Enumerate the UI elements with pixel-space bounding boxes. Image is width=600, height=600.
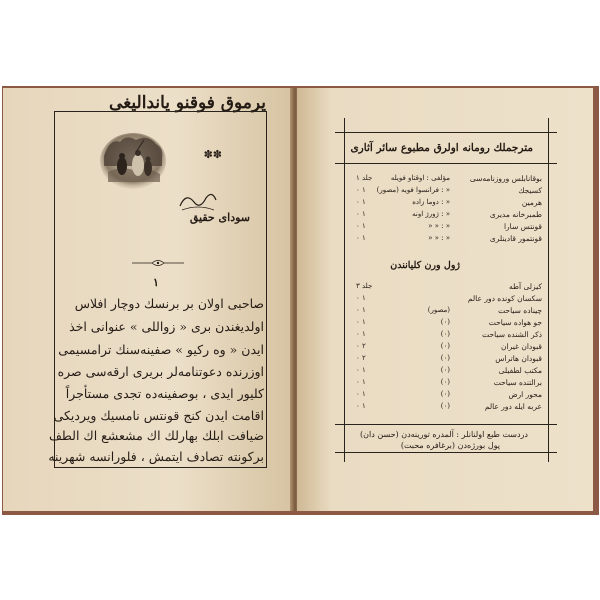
list-item: كسيجك « : فرانسوا فويه (مصور) ١ ٠ bbox=[356, 186, 542, 195]
body-line-4: اوزرنده دعوتنامه‌لر بريرى ارقه‌سى صره bbox=[57, 364, 264, 379]
chapter-number: ١ bbox=[153, 276, 159, 289]
rule-top bbox=[335, 132, 557, 133]
list-item: ذكر الشنده سياحت (٠) ١ ٠ bbox=[356, 330, 542, 339]
decorative-ornament-top: ✽✽ bbox=[203, 148, 222, 161]
list-item: قبودان هاتراس (٠) ٢ ٠ bbox=[356, 354, 542, 363]
list-item: محور ارض (٠) ١ ٠ bbox=[356, 390, 542, 399]
right-page-header-title: مترجملك رومانه اولرق مطبوع سائر آثارى bbox=[350, 142, 533, 154]
left-page-subtitle: سوداى حقيق bbox=[189, 211, 250, 224]
list-item: قونتس سارا « : « « ١ ٠ bbox=[356, 222, 542, 231]
list-item: قبودان غيران (٠) ٢ ٠ bbox=[356, 342, 542, 351]
body-line-2: اولديغندن برى « زواللى » عنوانى اخذ bbox=[69, 319, 264, 334]
list-item: مكتب لطفيلى (٠) ١ ٠ bbox=[356, 366, 542, 375]
body-line-5: كليور ايدى ، بوصفينه‌ده تجدى مستأجراً bbox=[65, 386, 264, 401]
list-item: سكسان كونده دور عالم ١ ٠ bbox=[356, 294, 542, 303]
list-item: عربه ايله دور عالم (٠) ١ ٠ bbox=[356, 402, 542, 411]
rule-under-header bbox=[335, 163, 557, 164]
footer-line-2: پول بورژه‌دن (برغافره محبت) bbox=[400, 441, 500, 450]
rule-above-footer bbox=[335, 424, 557, 425]
body-line-6: اقامت ايدن كنج قونتس نامسيك ويرديكى bbox=[53, 408, 264, 423]
list-item: چيناده سياحت (مصور) ١ ٠ bbox=[356, 306, 542, 315]
list-item: جو هواده سياحت (٠) ١ ٠ bbox=[356, 318, 542, 327]
body-line-3: ايدن « وه ركيو » صفينه‌سنك ترامسيمى bbox=[58, 342, 264, 357]
list-item: بوقانابلس وروزنامه‌سى مؤلفى : اوقتاو فويله جلد ١ bbox=[356, 174, 542, 183]
list-item: هرمين « : دوما زاده ١ ٠ bbox=[356, 198, 542, 207]
body-line-7: ضيافت ابلك بهارلك اك مشعشع اك الطف bbox=[48, 428, 264, 443]
ornamental-divider bbox=[130, 258, 186, 268]
footer-line-1: دردست طبع اولنانلر : آلمدره تورينه‌دن (حسن دان) bbox=[360, 430, 528, 439]
list-item: كيزلى آطه جلد ٣ bbox=[356, 282, 542, 291]
list-item: برالتنده سياحت (٠) ١ ٠ bbox=[356, 378, 542, 387]
left-page-header-title: يرموق فوقنو يانداليغى bbox=[109, 93, 266, 113]
body-line-8: بركونته تصادف ايتمش ، فلورانسه شهرينه bbox=[48, 449, 264, 464]
list-item: قونتمور قادينلرى « : « « ١ ٠ bbox=[356, 234, 542, 243]
list-item: طمبرخانه مديرى « : ژورژ اونه ١ ٠ bbox=[356, 210, 542, 219]
engraving-illustration bbox=[100, 132, 166, 190]
rule-bottom bbox=[335, 452, 557, 453]
section-b-title: ژول ورن كليانندن bbox=[390, 260, 460, 271]
body-line-1: صاحبى اولان بر برنسك دوچار افلاس bbox=[74, 296, 264, 311]
calligraphic-flourish bbox=[176, 190, 220, 212]
